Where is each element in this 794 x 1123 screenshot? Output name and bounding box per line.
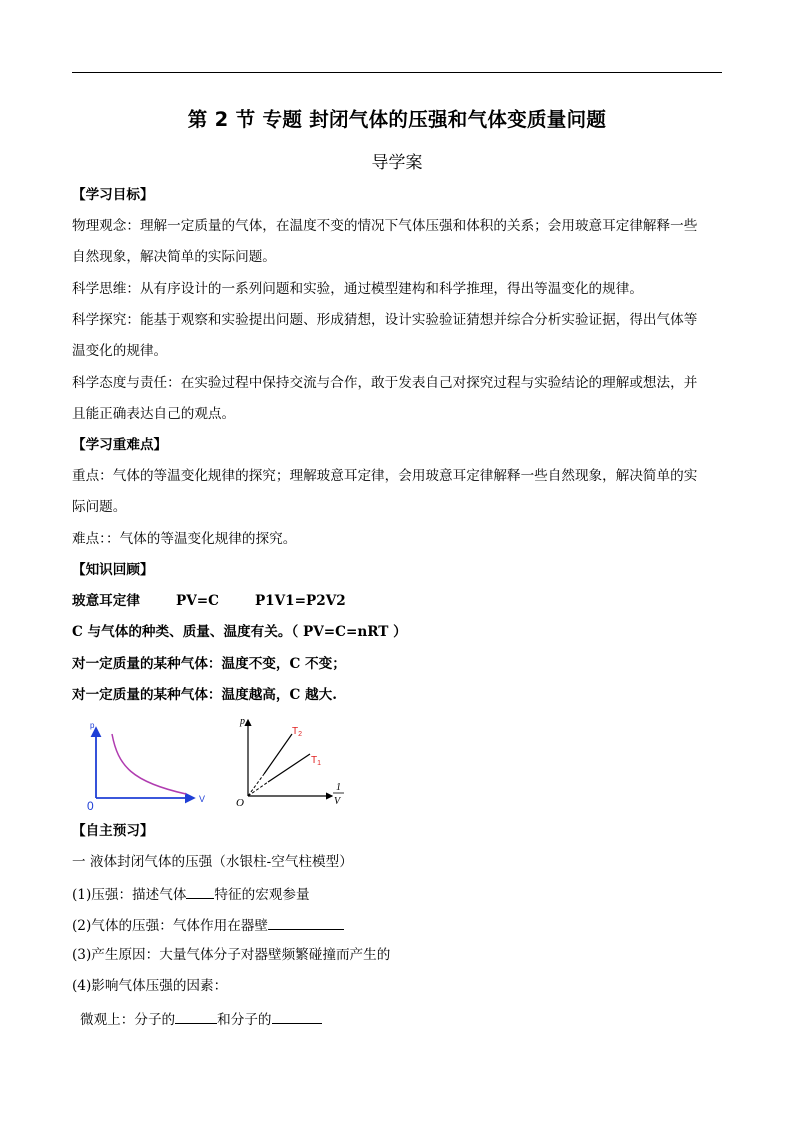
pv-origin-label: 0: [87, 799, 94, 813]
goal-physics-concept-line2: 自然现象，解决简单的实际问题。: [72, 249, 276, 265]
preview-item-1-post: 特征的宏观参量: [214, 887, 310, 903]
section-heading-preview: 【自主预习】: [72, 823, 154, 839]
section-heading-key-points: 【学习重难点】: [72, 437, 168, 453]
preview-item-3: (3)产生原因：大量气体分子对器壁频繁碰撞而产生的: [72, 947, 391, 963]
boyle-law-line: [72, 592, 346, 610]
key-point-line1: 重点：气体的等温变化规律的探究；理解玻意耳定律，会用玻意耳定律解释一些自然现象，解决简单的实: [72, 468, 698, 484]
preview-item-2: [72, 915, 344, 935]
law-formula-2: P1V1=P2V2: [254, 593, 346, 609]
t2-line: [264, 734, 292, 774]
t1-line-dashed: [248, 782, 268, 796]
preview-micro-line: [80, 1009, 322, 1029]
c-factors-line: C 与气体的种类、质量、温度有关。（ PV=C=nRT ）: [72, 624, 407, 640]
goal-attitude-line2: 且能正确表达自己的观点。: [72, 406, 236, 422]
piv-origin-label: O: [236, 797, 244, 809]
law-formula: PV=C: [175, 593, 219, 609]
t1-label: $T_1$: [311, 755, 322, 767]
blank-field[interactable]: [268, 915, 344, 930]
goal-scientific-inquiry-line2: 温变化的规律。: [72, 343, 168, 359]
goal-scientific-inquiry-line1: 科学探究：能基于观察和实验提出问题、形成猜想，设计实验验证猜想并综合分析实验证据，得出气体等: [72, 312, 698, 328]
goal-scientific-thinking: 科学思维：从有序设计的一系列问题和实验，通过模型建构和科学推理，得出等温变化的规律。: [72, 281, 643, 297]
preview-item-main: 一 液体封闭气体的压强（水银柱-空气柱模型）: [72, 854, 353, 870]
page-title: 第 2 节 专题 封闭气体的压强和气体变质量问题: [187, 108, 607, 131]
t2-line-dashed: [248, 774, 264, 796]
section-heading-review: 【知识回顾】: [72, 562, 154, 578]
goal-attitude-line1: 科学态度与责任：在实验过程中保持交流与合作，敢于发表自己对探究过程与实验结论的理解或想法，并: [72, 375, 698, 391]
preview-item-4: (4)影响气体压强的因素：: [72, 978, 228, 994]
pv-isotherm-graph: [82, 718, 216, 814]
key-point-line2: 际问题。: [72, 499, 127, 515]
micro-pre: 微观上：分子的: [80, 1012, 176, 1028]
micro-mid: 和分子的: [217, 1012, 272, 1028]
isotherm-curve: [112, 734, 186, 794]
section-heading-goals: 【学习目标】: [72, 187, 154, 203]
difficulty-point: 难点：：气体的等温变化规律的探究。: [72, 531, 297, 547]
goal-physics-concept-line1: 物理观念：理解一定质量的气体，在温度不变的情况下气体压强和体积的关系；会用玻意耳定律解释一些: [72, 218, 698, 234]
preview-item-1-pre: (1)压强：描述气体: [72, 887, 187, 903]
t1-line: [268, 754, 310, 782]
pv-y-label: p: [90, 721, 95, 730]
p-inverse-v-graph: [232, 712, 356, 838]
blank-field[interactable]: [186, 884, 214, 899]
blank-field[interactable]: [175, 1009, 217, 1024]
piv-y-label: p: [240, 716, 245, 727]
higher-temp-line: 对一定质量的某种气体：温度越高，C 越大.: [72, 687, 337, 703]
same-temp-line: 对一定质量的某种气体：温度不变，C 不变；: [72, 656, 346, 672]
piv-x-denominator: V: [334, 796, 341, 807]
page-subtitle: 导学案: [371, 153, 423, 173]
header-rule: [72, 72, 722, 73]
t2-label: $T_2$: [292, 726, 303, 738]
law-name: 玻意耳定律: [72, 593, 140, 609]
preview-item-1: [72, 884, 310, 904]
pv-x-label: V: [199, 794, 206, 804]
piv-x-numerator: 1: [336, 782, 341, 793]
blank-field[interactable]: [272, 1009, 322, 1024]
preview-item-2-text: (2)气体的压强：气体作用在器壁: [72, 918, 268, 934]
